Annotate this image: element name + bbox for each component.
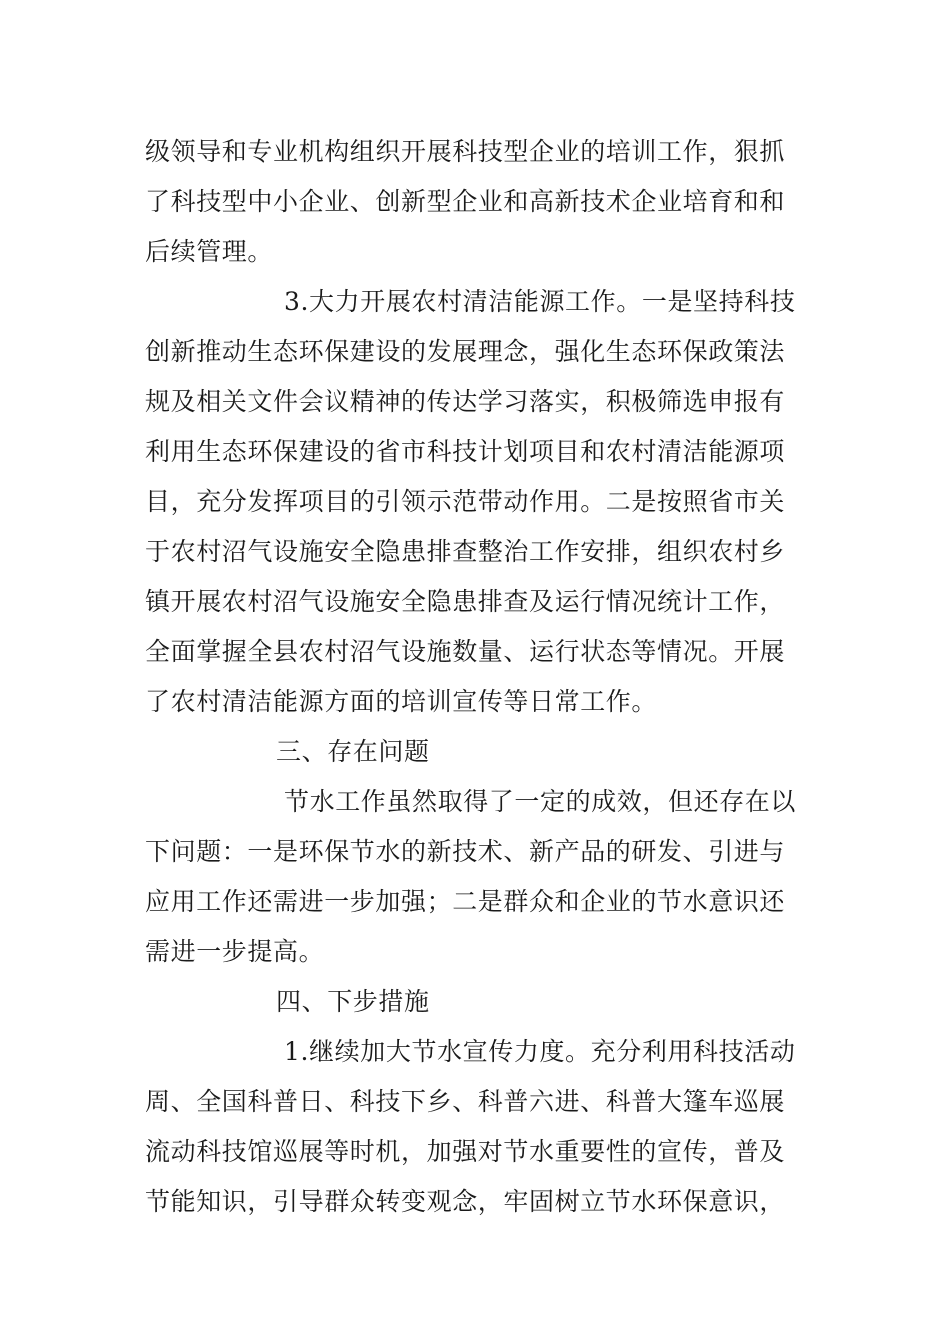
text-line: 1.继续加大节水宣传力度。充分利用科技活动 — [284, 1037, 796, 1066]
text-line: 创新推动生态环保建设的发展理念，强化生态环保政策法 — [145, 337, 786, 366]
text-line: 级领导和专业机构组织开展科技型企业的培训工作，狠抓 — [145, 137, 786, 166]
text-line: 后续管理。 — [145, 237, 274, 266]
text-line: 应用工作还需进一步加强；二是群众和企业的节水意识还 — [145, 887, 786, 916]
section-heading: 四、下步措施 — [276, 987, 430, 1016]
text-line: 周、全国科普日、科技下乡、科普六进、科普大篷车巡展 — [145, 1087, 786, 1116]
text-line: 需进一步提高。 — [145, 937, 325, 966]
text-line: 利用生态环保建设的省市科技计划项目和农村清洁能源项 — [145, 437, 786, 466]
text-line: 规及相关文件会议精神的传达学习落实，积极筛选申报有 — [145, 387, 786, 416]
text-line: 节能知识，引导群众转变观念，牢固树立节水环保意识， — [145, 1187, 786, 1216]
text-line: 了科技型中小企业、创新型企业和高新技术企业培育和和 — [145, 187, 786, 216]
text-line: 于农村沼气设施安全隐患排查整治工作安排，组织农村乡 — [145, 537, 786, 566]
text-line: 全面掌握全县农村沼气设施数量、运行状态等情况。开展 — [145, 637, 786, 666]
text-line: 镇开展农村沼气设施安全隐患排查及运行情况统计工作， — [145, 587, 786, 616]
section-heading: 三、存在问题 — [276, 737, 430, 766]
text-line: 流动科技馆巡展等时机，加强对节水重要性的宣传，普及 — [145, 1137, 786, 1166]
text-line: 了农村清洁能源方面的培训宣传等日常工作。 — [145, 687, 658, 716]
text-line: 3.大力开展农村清洁能源工作。一是坚持科技 — [284, 287, 796, 316]
text-line: 节水工作虽然取得了一定的成效，但还存在以 — [284, 787, 797, 816]
text-line: 下问题：一是环保节水的新技术、新产品的研发、引进与 — [145, 837, 786, 866]
text-line: 目，充分发挥项目的引领示范带动作用。二是按照省市关 — [145, 487, 786, 516]
